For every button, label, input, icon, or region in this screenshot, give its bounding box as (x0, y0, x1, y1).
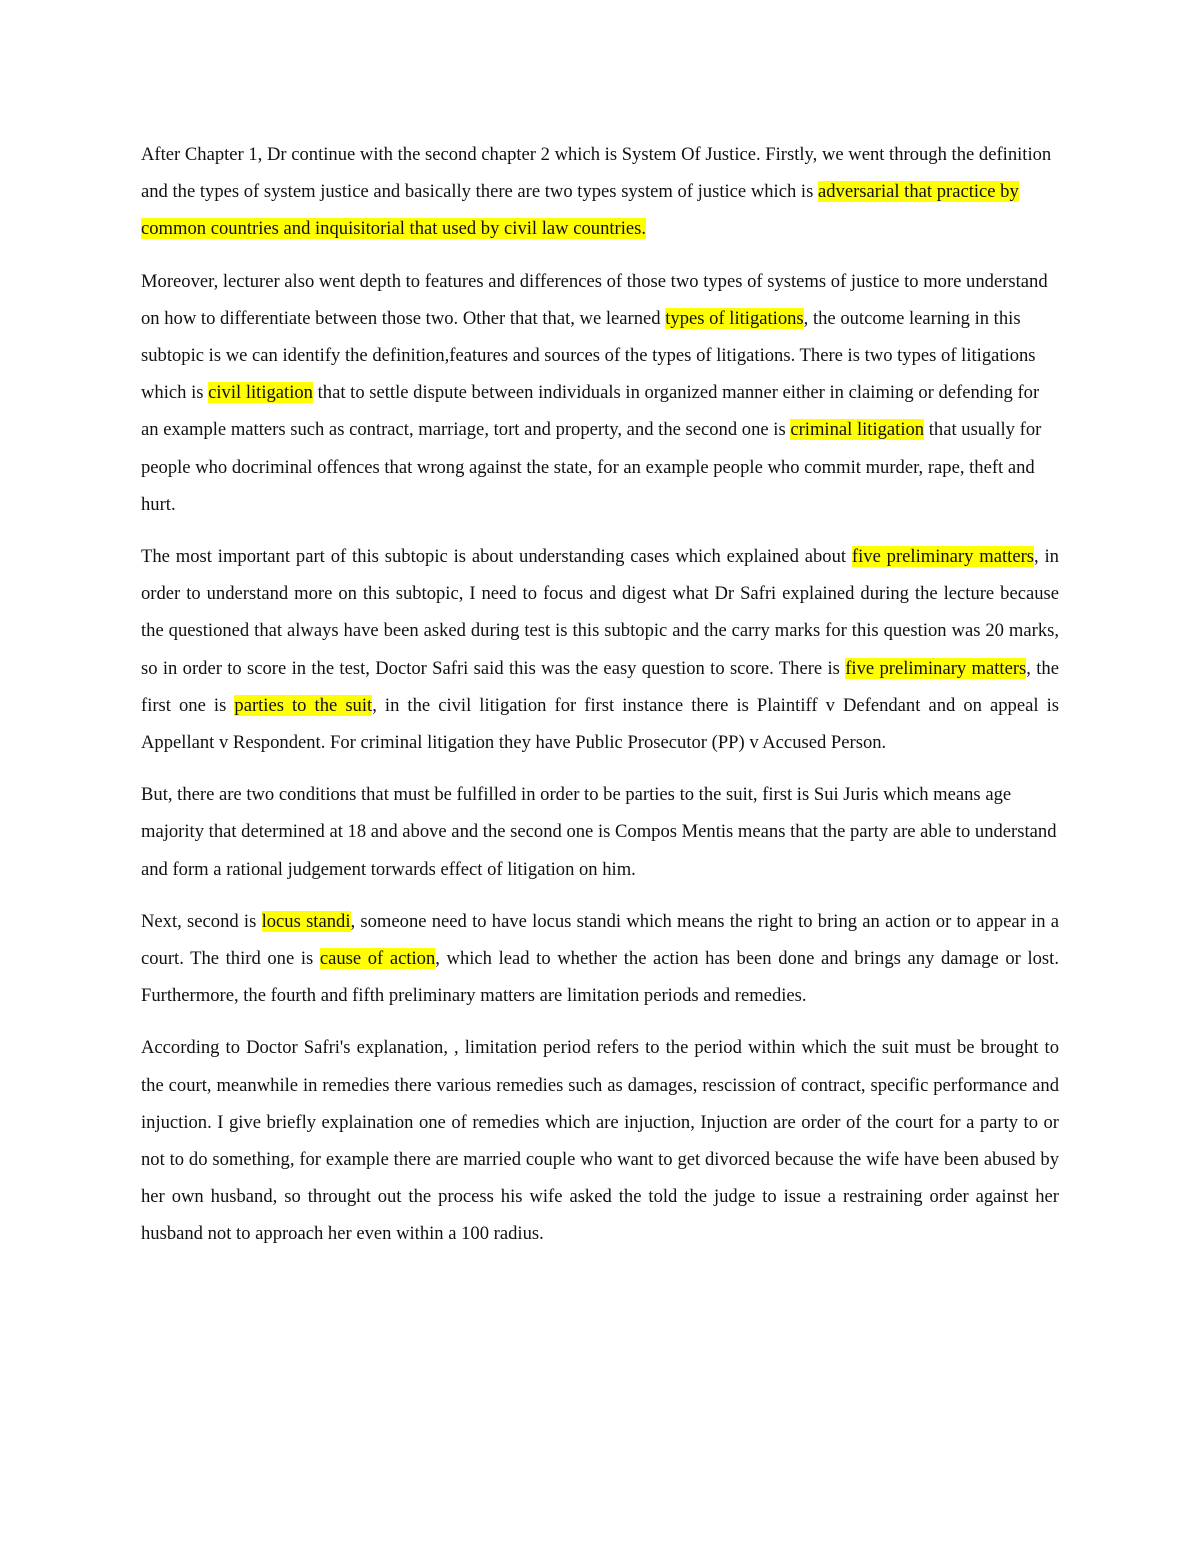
text-segment: , which lead to whether the action has been done and brings any damage or lost. Furthermore, the fourth and fifth preliminary matters are limitation periods and remedies. (141, 948, 1059, 1007)
highlighted-text: parties to the suit (234, 694, 373, 716)
text-segment: , in the civil litigation for first instance there is Plaintiff v Defendant and on appeal is Appellant v Respondent. For criminal litigation they have Public Prosecutor (PP) v Accused Person. (141, 694, 1059, 754)
text-segment: that usually for people who docriminal offences that wrong against the state, for an example people who commit murder, rape, theft and hurt. (141, 419, 1042, 515)
document-body (141, 136, 1059, 1268)
paragraph-3 (141, 538, 1059, 761)
highlighted-text: adversarial that practice by common countries and inquisitorial that used by civil law countries. (141, 181, 1019, 240)
highlighted-text: types of litigations (665, 307, 804, 329)
highlighted-text: five preliminary matters (851, 546, 1035, 568)
text-segment: , in order to understand more on this subtopic, I need to focus and digest what Dr Safri explained during the lecture because the questioned that always have been asked during test is this subtopic and the carry marks for this question was 20 marks, so in order to score in the test, Doctor Safri said this was the easy question to score. There is (141, 546, 1059, 679)
text-segment: Next, second is (141, 910, 262, 932)
paragraph-2 (141, 263, 1059, 523)
paragraph-1 (141, 136, 1059, 248)
text-segment: , the outcome learning in this subtopic is we can identify the definition,features and sources of the types of litigations. There is two types of litigations which is (141, 307, 1036, 404)
highlighted-text: locus standi (261, 910, 351, 932)
highlighted-text: civil litigation (208, 382, 313, 404)
text-segment: The most important part of this subtopic is about understanding cases which explained about (141, 546, 852, 568)
highlighted-text: five preliminary matters (845, 657, 1027, 679)
paragraph-4 (141, 776, 1059, 888)
text-segment: According to Doctor Safri's explanation, , limitation period refers to the period within which the suit must be brought to the court, meanwhile in remedies there various remedies such as damages, rescission of contract, specific performance and injuction. I give briefly explaination one of remedies which are injuction, Injuction are order of the court for a party to or not to do something, for example there are married couple who want to get divorced because the wife have been abused by her own husband, so throught out the process his wife asked the told the judge to issue a restraining order against her husband not to approach her even within a 100 radius. (141, 1037, 1059, 1245)
highlighted-text: cause of action (319, 948, 436, 970)
text-segment: After Chapter 1, Dr continue with the second chapter 2 which is System Of Justice. Firstly, we went through the definition and the types of system justice and basically there are two types system of justice which is (141, 144, 1052, 203)
text-segment: that to settle dispute between individuals in organized manner either in claiming or defending for an example matters such as contract, marriage, tort and property, and the second one is (141, 382, 1040, 441)
paragraph-6 (141, 1029, 1059, 1252)
highlighted-text: criminal litigation (790, 419, 925, 441)
paragraph-5 (141, 903, 1059, 1015)
text-segment: Moreover, lecturer also went depth to features and differences of those two types of systems of justice to more understand on how to differentiate between those two. Other that that, we learned (141, 270, 1048, 329)
text-segment: But, there are two conditions that must be fulfilled in order to be parties to the suit, first is Sui Juris which means age majority that determined at 18 and above and the second one is Compos Mentis means that the party are able to understand and form a rational judgement torwards effect of litigation on him. (141, 784, 1057, 880)
text-segment: , someone need to have locus standi which means the right to bring an action or to appear in a court. The third one is (141, 910, 1059, 970)
text-segment: , the first one is (141, 657, 1059, 716)
